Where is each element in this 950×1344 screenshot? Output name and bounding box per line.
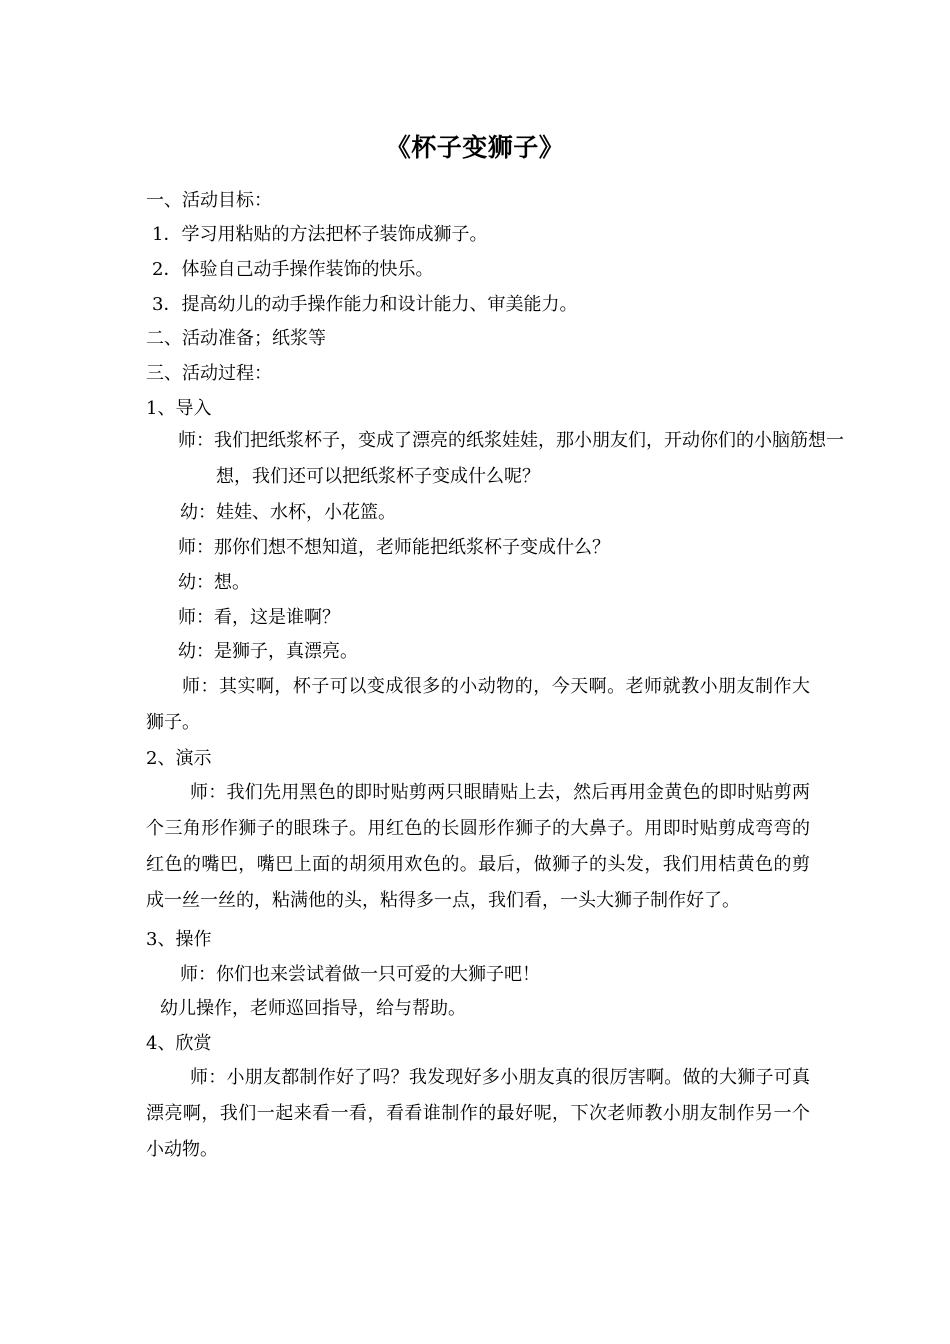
step-1-child-line-1: 幼：娃娃、水杯，小花篮。 [180, 502, 396, 523]
step-2-heading: 2、演示 [146, 748, 212, 769]
preparation-line: 二、活动准备；纸浆等 [146, 328, 326, 349]
step-1-child-line-2: 幼：想。 [178, 572, 250, 593]
goal-item-2: 2．体验自己动手操作装饰的快乐。 [152, 259, 434, 280]
step-3-teacher-line: 师：你们也来尝试着做一只可爱的大狮子吧！ [180, 964, 540, 985]
step-2-teacher-paragraph: 师：我们先用黑色的即时贴剪两只眼睛贴上去，然后再用金黄色的即时贴剪两个三角形作狮子的眼珠子。用红色的长圆形作狮子的大鼻子。用即时贴剪成弯弯的红色的嘴巴，嘴巴上面的胡须用欢色的。最后，做狮子的头发，我们用桔黄色的剪成一丝一丝的，粘满他的头，粘得多一点，我们看，一头大狮子制作好了。 [146, 782, 810, 911]
process-heading: 三、活动过程： [146, 363, 272, 384]
step-1-teacher-line-4: 师：其实啊，杯子可以变成很多的小动物的，今天啊。老师就教小朋友制作大狮子。 [146, 676, 810, 733]
step-1-child-line-3: 幼：是狮子，真漂亮。 [178, 641, 358, 662]
document-title: 《杯子变狮子》 [385, 133, 565, 162]
step-1-teacher-line-1: 师：我们把纸浆杯子，变成了漂亮的纸浆娃娃，那小朋友们，开动你们的小脑筋想一想，我们还可以把纸浆杯子变成什么呢？ [178, 430, 844, 487]
step-3-note: 幼儿操作，老师巡回指导，给与帮助。 [160, 998, 466, 1019]
step-1-teacher-line-2: 师：那你们想不想知道，老师能把纸浆杯子变成什么？ [178, 537, 610, 558]
step-1-teacher-line-3: 师：看，这是谁啊？ [178, 607, 340, 628]
goal-item-3: 3．提高幼儿的动手操作能力和设计能力、审美能力。 [152, 294, 578, 315]
goal-item-1: 1．学习用粘贴的方法把杯子装饰成狮子。 [152, 224, 488, 245]
step-4-teacher-paragraph: 师：小朋友都制作好了吗？我发现好多小朋友真的很厉害啊。做的大狮子可真漂亮啊，我们一起来看一看，看看谁制作的最好呢，下次老师教小朋友制作另一个小动物。 [146, 1067, 810, 1160]
step-4-heading: 4、欣赏 [146, 1033, 212, 1054]
step-3-heading: 3、操作 [146, 929, 212, 950]
step-1-heading: 1、导入 [146, 398, 212, 419]
goals-heading: 一、活动目标： [146, 190, 272, 211]
